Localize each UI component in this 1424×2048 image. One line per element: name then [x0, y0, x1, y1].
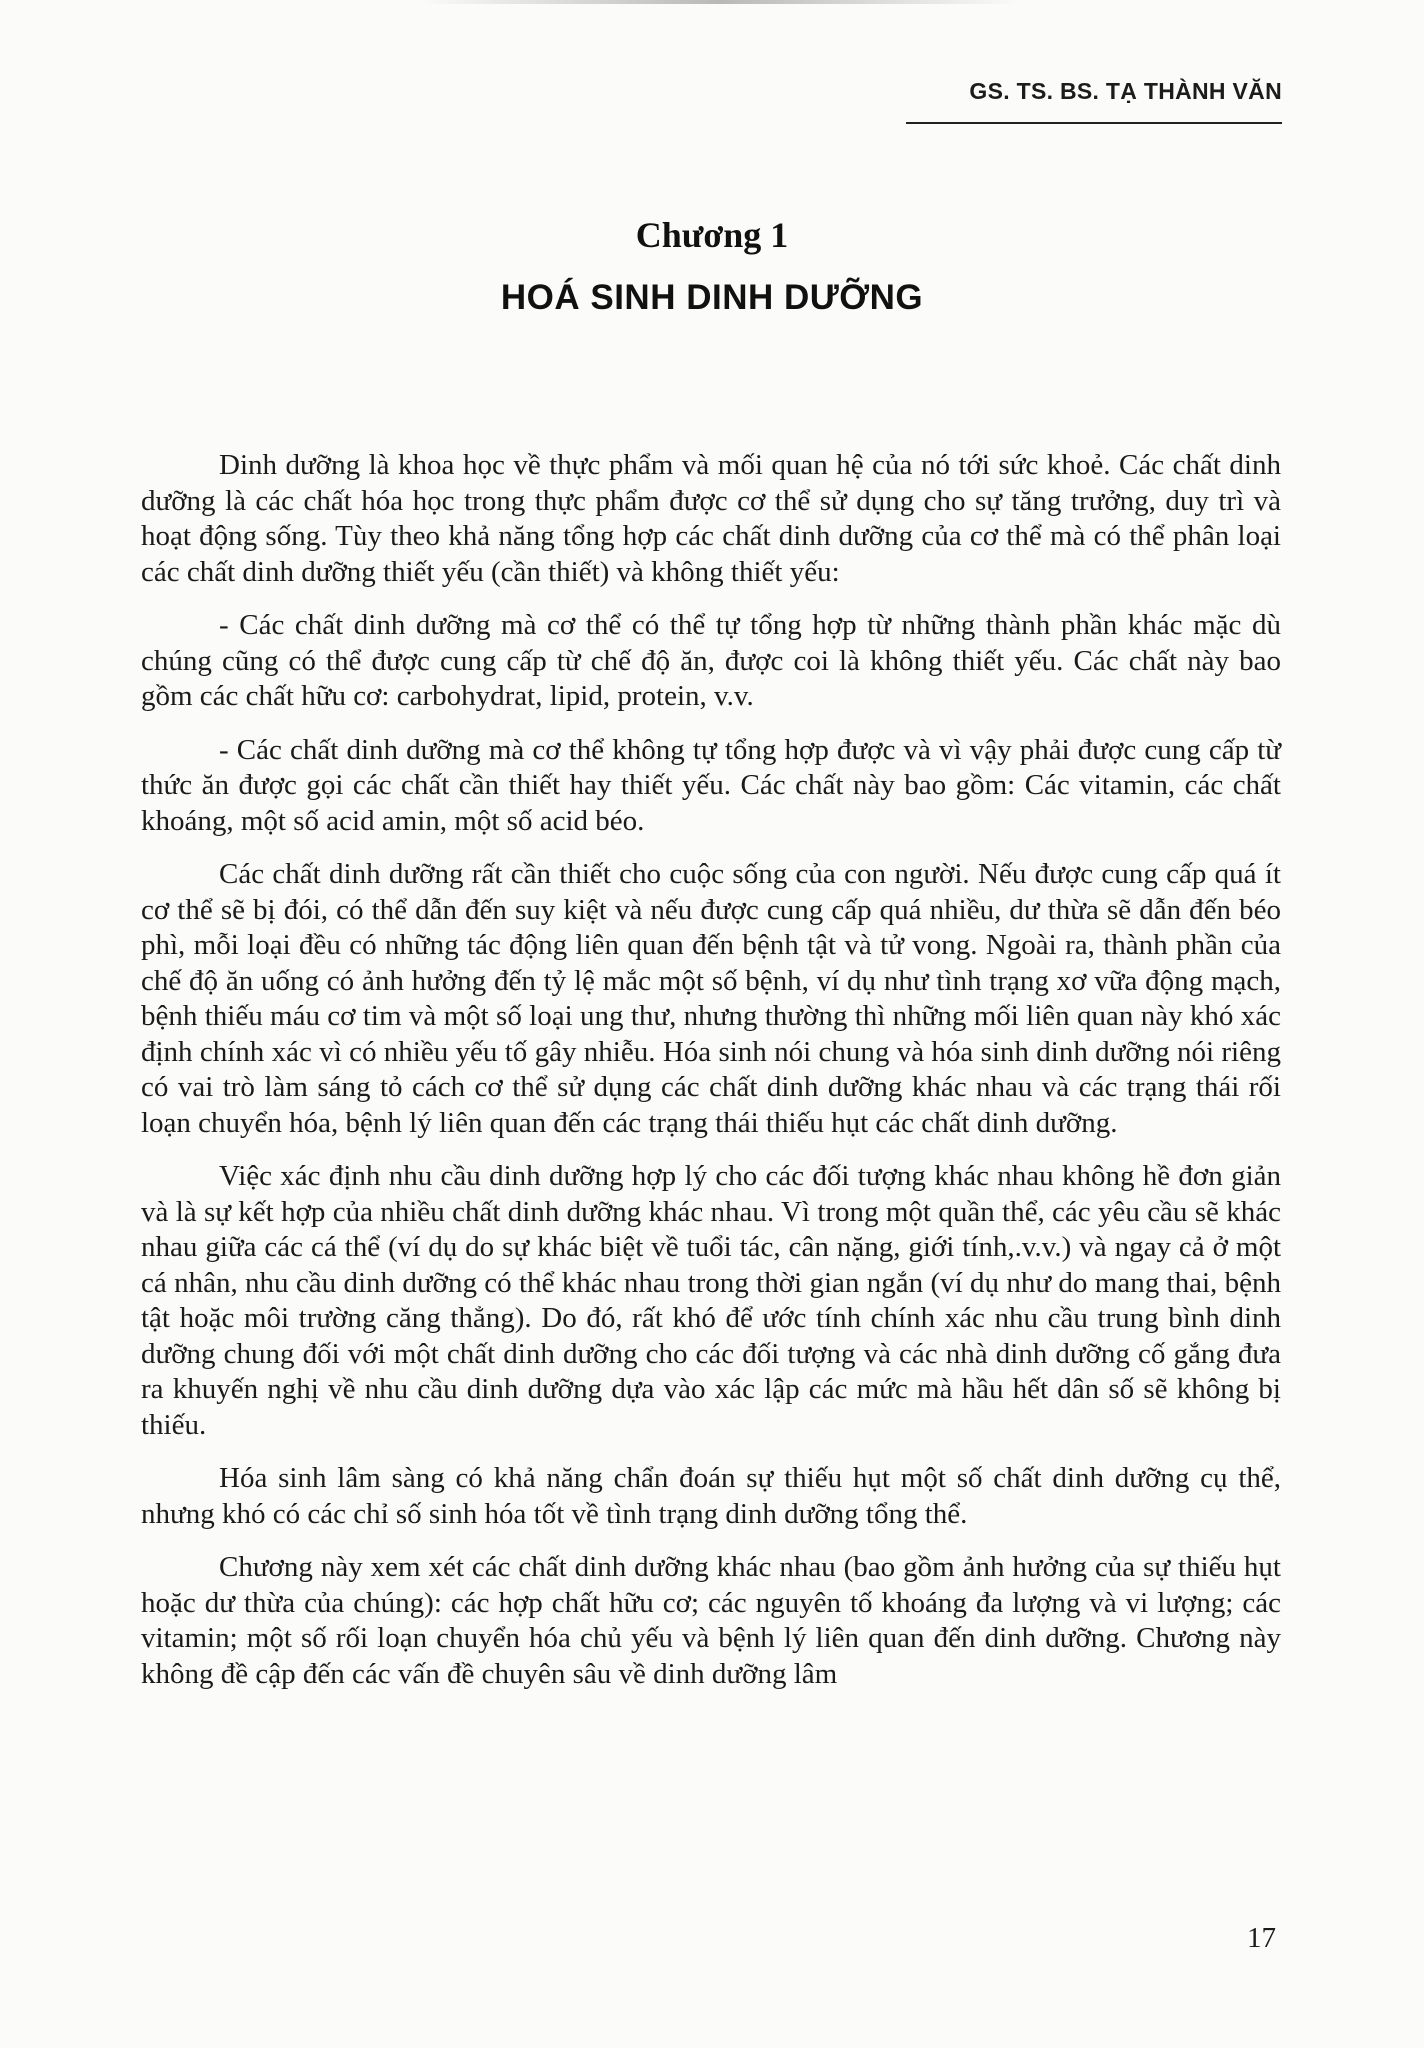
paragraph: - Các chất dinh dưỡng mà cơ thể có thể tự tổng hợp từ những thành phần khác mặc dù chúng cũng có thể được cung cấp từ chế độ ăn, được coi là không thiết yếu. Các chất này bao gồm các chất hữu cơ: carbohydrat, lipid, protein, v.v.	[141, 609, 1281, 712]
scan-edge-artifact	[420, 0, 1020, 4]
paragraph: Các chất dinh dưỡng rất cần thiết cho cuộc sống của con người. Nếu được cung cấp quá ít cơ thể sẽ bị đói, có thể dẫn đến suy kiệt và nếu được cung cấp quá nhiều, dư thừa sẽ dẫn đến béo phì, mỗi loại đều có những tác động liên quan đến bệnh tật và tử vong. Ngoài ra, thành phần của chế độ ăn uống có ảnh hưởng đến tỷ lệ mắc một số bệnh, ví dụ như tình trạng xơ vữa động mạch, bệnh thiếu máu cơ tim và một số loại ung thư, nhưng thường thì những mối liên quan này khó xác định chính xác vì có nhiều yếu tố gây nhiễu. Hóa sinh nói chung và hóa sinh dinh dưỡng nói riêng có vai trò làm sáng tỏ cách cơ thể sử dụng các chất dinh dưỡng khác nhau và các trạng thái rối loạn chuyển hóa, bệnh lý liên quan đến các trạng thái thiếu hụt các chất dinh dưỡng.	[141, 858, 1281, 1139]
paragraph: - Các chất dinh dưỡng mà cơ thể không tự tổng hợp được và vì vậy phải được cung cấp từ thức ăn được gọi các chất cần thiết hay thiết yếu. Các chất này bao gồm: Các vitamin, các chất khoáng, một số acid amin, một số acid béo.	[141, 733, 1281, 837]
body-text	[141, 448, 1281, 1710]
page-number: 17	[1247, 1922, 1276, 1954]
running-header-author: GS. TS. BS. TẠ THÀNH VĂN	[969, 78, 1282, 104]
chapter-label: Chương 1	[635, 215, 789, 255]
paragraph: Hóa sinh lâm sàng có khả năng chẩn đoán sự thiếu hụt một số chất dinh dưỡng cụ thể, nhưng khó có các chỉ số sinh hóa tốt về tình trạng dinh dưỡng tổng thể.	[141, 1462, 1281, 1530]
paragraph: Chương này xem xét các chất dinh dưỡng khác nhau (bao gồm ảnh hưởng của sự thiếu hụt hoặc dư thừa của chúng): các hợp chất hữu cơ; các nguyên tố khoáng đa lượng và vi lượng; các vitamin; một số rối loạn chuyển hóa chủ yếu và bệnh lý liên quan đến dinh dưỡng. Chương này không đề cập đến các vấn đề chuyên sâu về dinh dưỡng lâm	[141, 1551, 1281, 1690]
chapter-title: HOÁ SINH DINH DƯỠNG	[500, 278, 924, 317]
paragraph: Việc xác định nhu cầu dinh dưỡng hợp lý cho các đối tượng khác nhau không hề đơn giản và là sự kết hợp của nhiều chất dinh dưỡng khác nhau. Vì trong một quần thể, các yêu cầu sẽ khác nhau giữa các cá thể (ví dụ do sự khác biệt về tuổi tác, cân nặng, giới tính,.v.v.) và ngay cả ở một cá nhân, nhu cầu dinh dưỡng có thể khác nhau trong thời gian ngắn (ví dụ như do mang thai, bệnh tật hoặc môi trường căng thẳng). Do đó, rất khó để ước tính chính xác nhu cầu trung bình dinh dưỡng chung đối với một chất dinh dưỡng cho các đối tượng và các nhà dinh dưỡng cố gắng đưa ra khuyến nghị về nhu cầu dinh dưỡng dựa vào xác lập các mức mà hầu hết dân số sẽ không bị thiếu.	[141, 1160, 1281, 1441]
paragraph: Dinh dưỡng là khoa học về thực phẩm và mối quan hệ của nó tới sức khoẻ. Các chất dinh dưỡng là các chất hóa học trong thực phẩm được cơ thể sử dụng cho sự tăng trưởng, duy trì và hoạt động sống. Tùy theo khả năng tổng hợp các chất dinh dưỡng của cơ thể mà có thể phân loại các chất dinh dưỡng thiết yếu (cần thiết) và không thiết yếu:	[141, 449, 1281, 588]
header-rule	[906, 122, 1282, 124]
